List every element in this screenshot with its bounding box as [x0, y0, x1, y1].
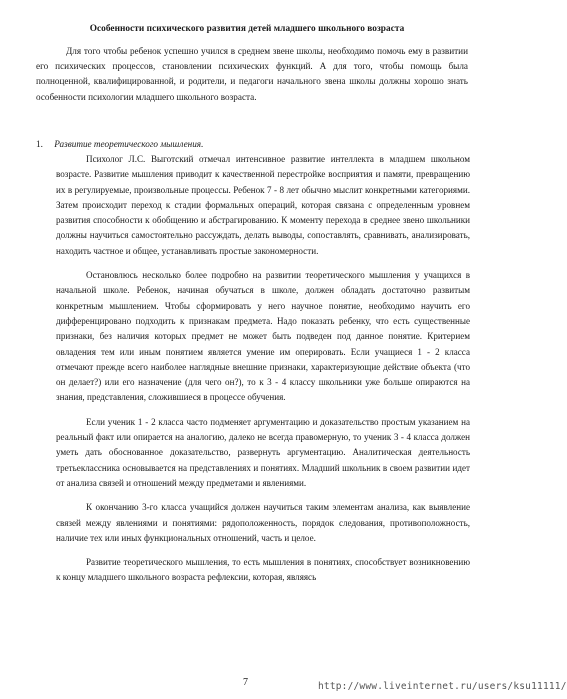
body-paragraph: Остановлюсь несколько более подробно на развитии теоретического мышления у учащихся в начальной школе. Ребенок, начиная обучаться в школе, должен обладать достаточно развитым конкретным мышлением. Чтобы сформировать у него научное понятие, необходимо научить его дифференцировано подходить к признакам предмета. Надо показать ребенку, что есть существенные признаки, без наличия которых предмет не может быть подведен под данное понятие. Критерием овладения тем или иным понятием является умение им оперировать. Если учащиеся 1 - 2 класса отмечают прежде всего наиболее наглядные внешние признаки, характеризующие действие объекта (что он делает?) или его назначение (для чего он?), то к 3 - 4 классу школьники уже больше опираются на знания, представления, сложившиеся в процессе обучения. — [56, 270, 470, 403]
intro-block — [36, 44, 468, 105]
intro-paragraph: Для того чтобы ребенок успешно учился в среднем звене школы, необходимо помочь ему в развитии его психических процессов, становлении психических функций. А для того, чтобы помощь была полноценной, квалифицированной, и родители, и педагоги начального звена школы должны хорошо знать особенности психологии младшего школьного возраста. — [36, 46, 468, 102]
section-heading — [36, 139, 203, 149]
body-paragraph: Развитие теоретического мышления, то есть мышления в понятиях, способствует возникновению к концу младшего школьного возраста рефлексии, которая, являясь — [56, 557, 470, 583]
body-paragraph: Психолог Л.С. Выготский отмечал интенсивное развитие интеллекта в младшем школьном возрасте. Развитие мышления приводит к качественной перестройке восприятия и памяти, превращению их в регулируемые, произвольные процессы. Ребенок 7 - 8 лет обычно мыслит конкретными категориями. Затем происходит переход к стадии формальных операций, которая связана с определенным уровнем развития способности к обобщению и абстрагированию. К моменту перехода в среднее звено школьники должны научиться самостоятельно рассуждать, делать выводы, сопоставлять, сравнивать, анализировать, находить частное и общее, устанавливать простые закономерности. — [56, 154, 470, 256]
section-title: Развитие теоретического мышления. — [54, 139, 204, 149]
body-paragraph: К окончанию 3-го класса учащийся должен научиться таким элементам анализа, как выявление связей между явлениями и понятиями: рядоположенность, порядок следования, противоположность, наличие тех или иных функциональных отношений, часть и целое. — [56, 502, 470, 543]
section-body — [56, 152, 470, 595]
body-paragraph: Если ученик 1 - 2 класса часто подменяет аргументацию и доказательство простым указанием на реальный факт или опирается на аналогию, далеко не всегда правомерную, то ученик 3 - 4 класса должен уметь дать обоснованное доказательство, развернуть аргументацию. Аналитическая деятельность третьеклассника основывается на представлениях и понятиях. Младший школьник в своем развитии идет от анализа связей и отношений между предметами и явлениями. — [56, 416, 470, 488]
watermark-url: http://www.liveinternet.ru/users/ksu11111/ — [318, 681, 567, 692]
page-number: 7 — [243, 677, 248, 688]
section-number: 1. — [36, 139, 43, 149]
document-title: Особенности психического развития детей младшего школьного возраста — [89, 24, 405, 34]
